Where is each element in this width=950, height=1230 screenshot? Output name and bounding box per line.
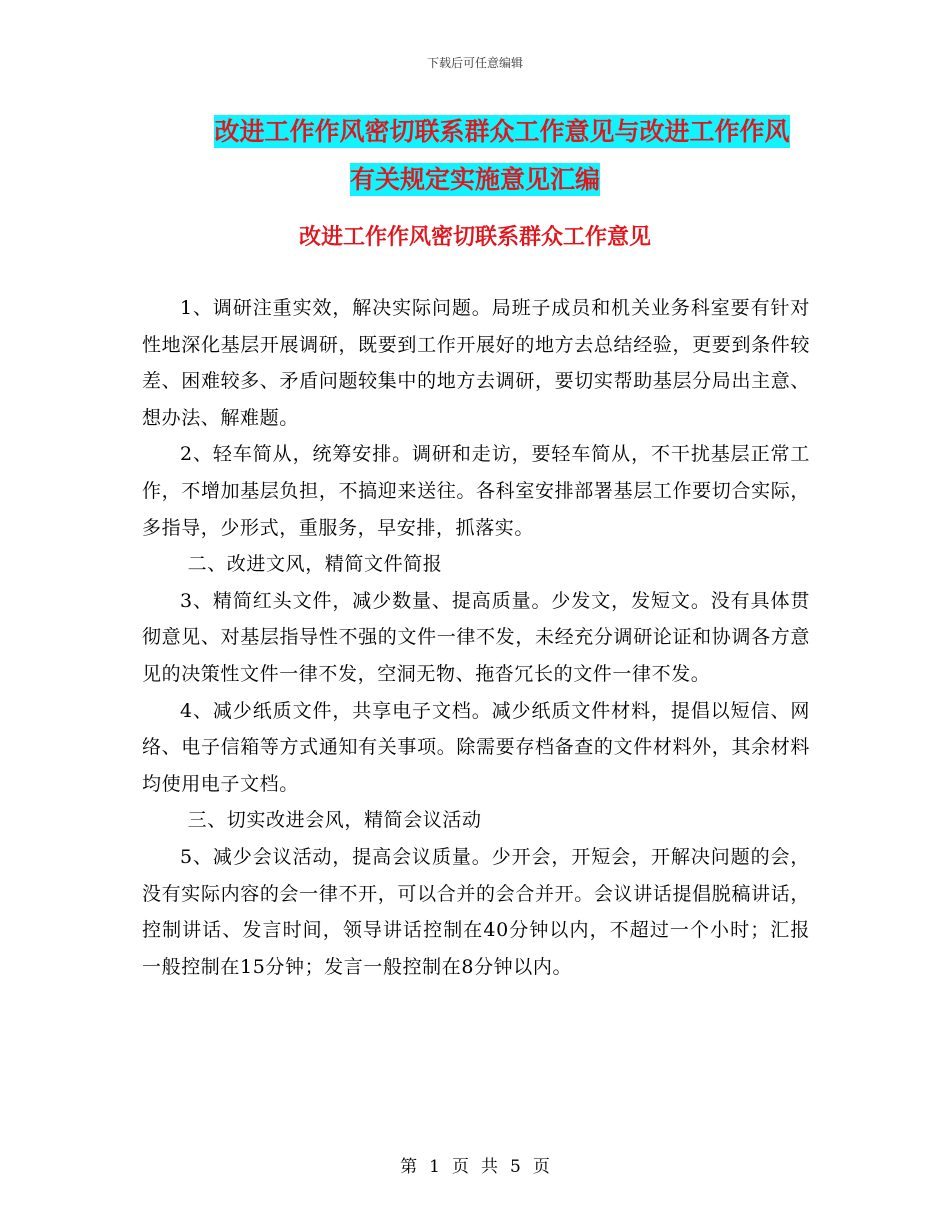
header-note: 下载后可任意编辑 (426, 56, 523, 70)
paragraph-4: 4、减少纸质文件，共享电子文档。减少纸质文件材料，提倡以短信、网络、电子信箱等方式通知有关事项。除需要存档备查的文件材料外，其余材料均使用电子文档。 (142, 699, 810, 795)
main-title (0, 108, 950, 204)
page-footer (0, 1152, 950, 1177)
paragraph-3: 3、精简红头文件，减少数量、提高质量。少发文，发短文。没有具体贯彻意见、对基层指导性不强的文件一律不发，未经充分调研论证和协调各方意见的决策性文件一律不发，空洞无物、拖沓冗长的文件一律不发。 (142, 589, 810, 685)
footer-ye-2: 页 (532, 1157, 550, 1177)
body-text (142, 290, 810, 985)
footer-page-number: 1 (429, 1157, 440, 1177)
footer-di: 第 (400, 1157, 418, 1177)
paragraph-5: 5、减少会议活动，提高会议质量。少开会，开短会，开解决问题的会，没有实际内容的会一律不开，可以合并的会合并开。会议讲话提倡脱稿讲话，控制讲话、发言时间，领导讲话控制在40分钟以内，不超过一个小时；汇报一般控制在15分钟；发言一般控制在8分钟以内。 (142, 845, 810, 978)
section-subtitle: 改进工作作风密切联系群众工作意见 (298, 225, 651, 250)
paragraph-1: 1、调研注重实效，解决实际问题。局班子成员和机关业务科室要有针对性地深化基层开展调研，既要到工作开展好的地方去总结经验，更要到条件较差、困难较多、矛盾问题较集中的地方去调研，要切实帮助基层分局出主意、想办法、解难题。 (142, 297, 810, 429)
footer-total-pages: 5 (510, 1157, 521, 1177)
paragraph-2: 2、轻车简从，统筹安排。调研和走访，要轻车简从，不干扰基层正常工作，不增加基层负担，不搞迎来送往。各科室安排部署基层工作要切合实际，多指导，少形式，重服务，早安排，抓落实。 (142, 443, 810, 539)
main-title-line-2: 有关规定实施意见汇编 (349, 165, 600, 194)
section-heading-2: 二、改进文风，精简文件简报 (187, 553, 443, 576)
main-title-line-1: 改进工作作风密切联系群众工作意见与改进工作作风 (214, 117, 790, 146)
footer-ye: 页 (452, 1157, 469, 1177)
section-heading-3: 三、切实改进会风，精简会议活动 (187, 809, 482, 832)
footer-gong: 共 (481, 1157, 498, 1177)
